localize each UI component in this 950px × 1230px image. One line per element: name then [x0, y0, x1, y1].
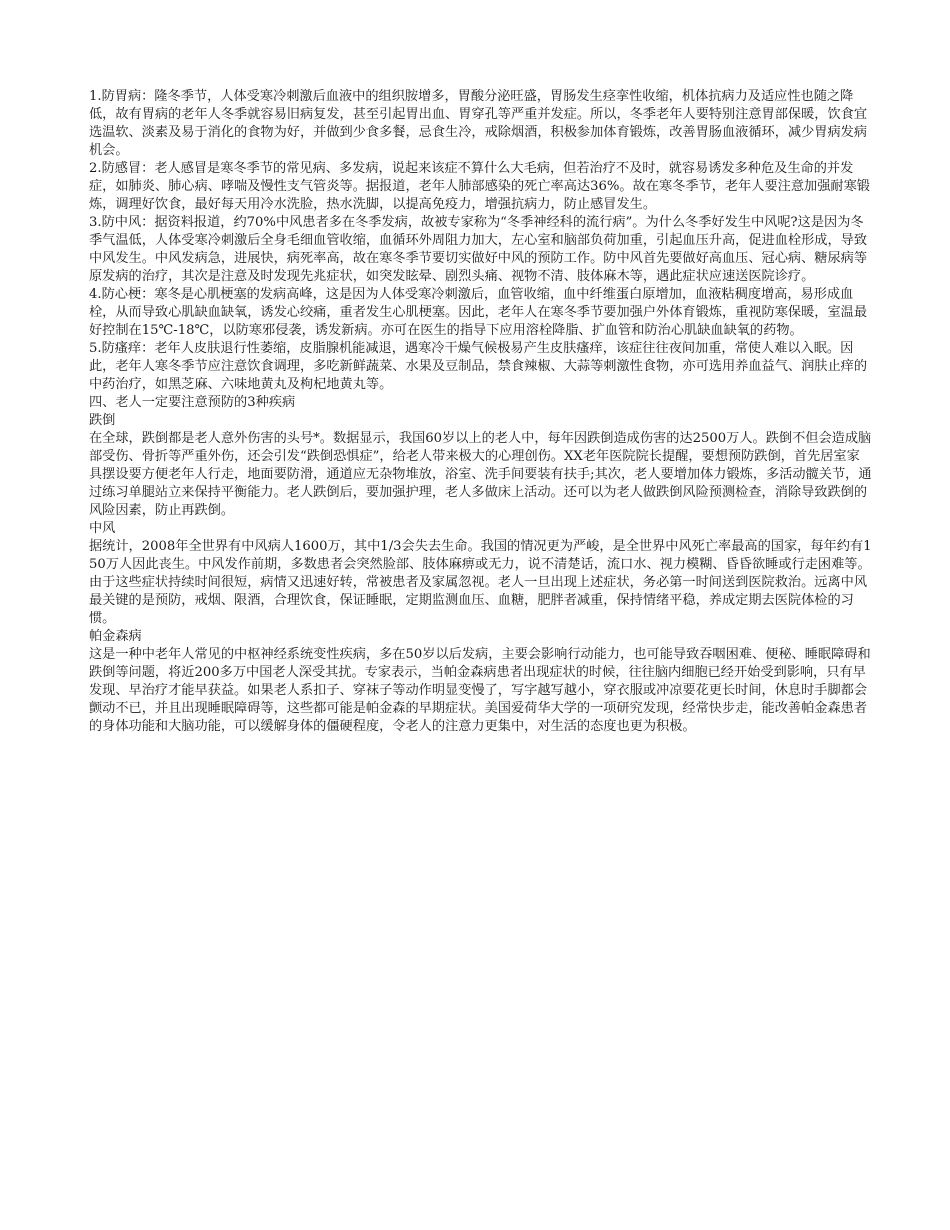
section-four-title: 四、老人一定要注意预防的3种疾病 [89, 395, 296, 410]
disease-text-stroke: 据统计，2008年全世界有中风病人1600万，其中1/3会失去生命。我国的情况更为严峻，是全世界中风死亡率最高的国家，每年约有150万人因此丧生。中风发作前期，多数患者会突然脸部、肢体麻痹或无力，说不清楚话，流口水、视力模糊、昏昏欲睡或行走困难等。由于这些症状持续时间很短，病情又迅速好转，常被患者及家属忽视。老人一旦出现上述症状，务必第一时间送到医院救治。远离中风最关键的是预防，戒烟、限酒，合理饮食，保证睡眠，定期监测血压、血糖，肥胖者减重，保持情绪平稳，养成定期去医院体检的习惯。 [89, 539, 872, 626]
disease-text-fall: 在全球，跌倒都是老人意外伤害的头号*。数据显示，我国60岁以上的老人中，每年因跌倒造成伤害的达2500万人。跌倒不但会造成脑部受伤、骨折等严重外伤，还会引发“跌倒恐惧症”，给老人带来极大的心理创伤。XX老年医院院长提醒，要想预防跌倒，首先居室家具摆设要方便老年人行走，地面要防滑，通道应无杂物堆放，浴室、洗手间要装有扶手;其次，老人要增加体力锻炼，多活动髋关节，通过练习单腿站立来保持平衡能力。老人跌倒后，要加强护理，老人多做床上活动。还可以为老人做跌倒风险预测检查，消除导致跌倒的风险因素，防止再跌倒。 [89, 431, 872, 518]
disease-title-parkinson: 帕金森病 [89, 629, 142, 644]
paragraph-heart: 4.防心梗：寒冬是心肌梗塞的发病高峰，这是因为人体受寒冷刺激后，血管收缩，血中纤维蛋白原增加，血液粘稠度增高，易形成血栓，从而导致心肌缺血缺氧，诱发心绞痛，重者发生心肌梗塞。因此，老年人在寒冬季节要加强户外体育锻炼，重视防寒保暖，室温最好控制在15℃-18℃，以防寒邪侵袭，诱发新病。亦可在医生的指导下应用溶栓降脂、扩血管和防治心肌缺血缺氧的药物。 [89, 287, 868, 338]
disease-title-fall: 跌倒 [89, 413, 116, 428]
disease-title-stroke: 中风 [89, 521, 116, 536]
disease-text-parkinson: 这是一种中老年人常见的中枢神经系统变性疾病，多在50岁以后发病，主要会影响行动能力，也可能导致吞咽困难、便秘、睡眠障碍和跌倒等问题，将近200多万中国老人深受其扰。专家表示，当帕金森病患者出现症状的时候，往往脑内细胞已经开始受到影响，只有早发现、早治疗才能早获益。如果老人系扣子、穿袜子等动作明显变慢了，写字越写越小，穿衣服或冲凉要花更长时间，休息时手脚都会颤动不已，并且出现睡眠障碍等，这些都可能是帕金森的早期症状。美国爱荷华大学的一项研究发现，经常快步走，能改善帕金森患者的身体功能和大脑功能，可以缓解身体的僵硬程度，令老人的注意力更集中，对生活的态度也更为积极。 [89, 647, 871, 734]
paragraph-itch: 5.防瘙痒：老年人皮肤退行性萎缩，皮脂腺机能减退，遇寒冷干燥气候极易产生皮肤瘙痒，该症往往夜间加重，常使人难以入眠。因此，老年人寒冬季节应注意饮食调理，多吃新鲜蔬菜、水果及豆制品，禁食辣椒、大蒜等刺激性食物，亦可选用养血益气、润肤止痒的中药治疗，如黑芝麻、六味地黄丸及枸杞地黄丸等。 [89, 341, 868, 392]
paragraph-cold: 2.防感冒：老人感冒是寒冬季节的常见病、多发病，说起来该症不算什么大毛病，但若治疗不及时，就容易诱发多种危及生命的并发症，如肺炎、肺心病、哮喘及慢性支气管炎等。据报道，老年人肺部感染的死亡率高达36%。故在寒冬季节，老年人要注意加强耐寒锻炼，调理好饮食，最好每天用冷水洗脸，热水洗脚，以提高免疫力，增强抗病力，防止感冒发生。 [89, 161, 870, 212]
paragraph-stroke-prevention: 3.防中风：据资料报道，约70%中风患者多在冬季发病，故被专家称为“冬季神经科的流行病”。为什么冬季好发生中风呢?这是因为冬季气温低，人体受寒冷刺激后全身毛细血管收缩，血循环外周阻力加大，左心室和脑部负荷加重，引起血压升高，促进血栓形成，导致中风发生。中风发病急，进展快，病死率高，故在寒冬季节要切实做好中风的预防工作。防中风首先要做好高血压、冠心病、糖尿病等原发病的治疗，其次是注意及时发现先兆症状，如突发眩晕、剧烈头痛、视物不清、肢体麻木等，遇此症状应速送医院诊疗。 [89, 215, 868, 284]
paragraph-stomach: 1.防胃病：隆冬季节，人体受寒冷刺激后血液中的组织胺增多，胃酸分泌旺盛，胃肠发生痉挛性收缩，机体抗病力及适应性也随之降低，故有胃病的老年人冬季就容易旧病复发，甚至引起胃出血、胃穿孔等严重并发症。所以，冬季老年人要特别注意胃部保暖，饮食宜选温软、淡素及易于消化的食物为好，并做到少食多餐，忌食生冷，戒除烟酒，积极参加体育锻炼，改善胃肠血液循环，减少胃病发病机会。 [89, 89, 868, 158]
document-body [89, 88, 872, 736]
